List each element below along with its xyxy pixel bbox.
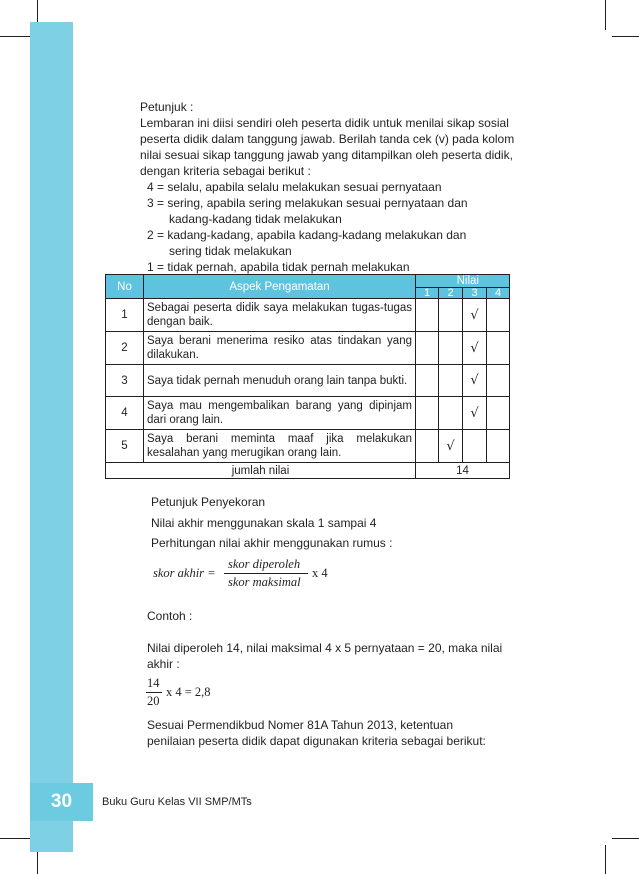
example-result: x 4 = 2,8 <box>166 685 211 699</box>
score-cell-4 <box>487 430 510 463</box>
score-cell-3 <box>463 430 487 463</box>
score-cell-2 <box>439 365 463 397</box>
footer-book-title: Buku Guru Kelas VII SMP/MTs <box>102 796 252 808</box>
score-cell-1 <box>416 332 439 365</box>
observation-table <box>105 274 510 479</box>
formula-multiplier: x 4 <box>312 566 328 580</box>
total-value: 14 <box>416 463 510 479</box>
row-number: 5 <box>106 430 144 463</box>
score-cell-4 <box>487 397 510 430</box>
crop-mark <box>605 845 606 874</box>
header-score: Nilai <box>416 275 510 288</box>
row-aspect: Sebagai peserta didik saya melakukan tugas-tugas dengan baik. <box>144 299 416 332</box>
criteria-line: 1 = tidak pernah, apabila tidak pernah melakukan <box>147 260 410 274</box>
page-sidebar <box>30 22 73 852</box>
score-cell-1 <box>416 430 439 463</box>
formula-lhs: skor akhir = <box>153 566 216 580</box>
row-aspect: Saya berani menerima resiko atas tindakan yang dilakukan. <box>144 332 416 365</box>
scoring-title: Petunjuk Penyekoran <box>151 495 266 509</box>
check-mark: √ <box>470 373 479 388</box>
criteria-line: 4 = selalu, apabila selalu melakukan sesuai pernyataan <box>147 180 442 194</box>
score-col-header: 2 <box>439 288 463 299</box>
closing-line: Sesuai Permendikbud Nomer 81A Tahun 2013, ketentuan <box>147 718 453 732</box>
score-col-header: 4 <box>487 288 510 299</box>
table-row <box>106 397 510 430</box>
header-aspect: Aspek Pengamatan <box>144 275 416 299</box>
score-cell-3 <box>463 332 487 365</box>
row-aspect: Saya berani meminta maaf jika melakukan kesalahan yang merugikan orang lain. <box>144 430 416 463</box>
row-number: 2 <box>106 332 144 365</box>
row-number: 1 <box>106 299 144 332</box>
score-cell-1 <box>416 365 439 397</box>
table-row <box>106 299 510 332</box>
score-cell-1 <box>416 397 439 430</box>
score-cell-4 <box>487 365 510 397</box>
row-number: 3 <box>106 365 144 397</box>
table-row <box>106 365 510 397</box>
row-number: 4 <box>106 397 144 430</box>
scoring-line: Perhitungan nilai akhir menggunakan rumus : <box>151 536 393 550</box>
instructions-line: nilai sesuai sikap tanggung jawab yang ditampilkan oleh peserta didik, <box>140 148 513 162</box>
row-aspect: Saya mau mengembalikan barang yang dipinjam dari orang lain. <box>144 397 416 430</box>
criteria-line: kadang-kadang tidak melakukan <box>169 212 342 226</box>
fraction-bar <box>146 692 162 693</box>
criteria-line: 2 = kadang-kadang, apabila kadang-kadang melakukan dan <box>147 228 467 242</box>
score-cell-2 <box>439 430 463 463</box>
closing-line: penilaian peserta didik dapat digunakan kriteria sebagai berikut: <box>147 734 486 748</box>
check-mark: √ <box>446 438 455 454</box>
crop-mark <box>0 36 30 37</box>
table-row <box>106 332 510 365</box>
criteria-line: 3 = sering, apabila sering melakukan sesuai pernyataan dan <box>147 196 468 210</box>
check-mark: √ <box>470 307 479 323</box>
example-title: Contoh : <box>147 609 193 623</box>
score-cell-4 <box>487 299 510 332</box>
criteria-line: sering tidak melakukan <box>169 244 292 258</box>
check-mark: √ <box>470 340 479 356</box>
score-cell-2 <box>439 397 463 430</box>
instructions-line: peserta didik dalam tanggung jawab. Berilah tanda cek (v) pada kolom <box>140 132 515 146</box>
score-col-header: 1 <box>416 288 439 299</box>
crop-mark <box>612 838 639 839</box>
example-line: Nilai diperoleh 14, nilai maksimal 4 x 5 pernyataan = 20, maka nilai <box>147 641 503 655</box>
example-frac-denominator: 20 <box>147 694 160 708</box>
row-aspect: Saya tidak pernah menuduh orang lain tanpa bukti. <box>144 365 416 397</box>
score-cell-3 <box>463 299 487 332</box>
fraction-bar <box>224 573 308 574</box>
total-label: jumlah nilai <box>106 463 416 479</box>
page-number: 30 <box>30 783 93 821</box>
score-cell-2 <box>439 332 463 365</box>
score-cell-2 <box>439 299 463 332</box>
table-row <box>106 430 510 463</box>
instructions-title: Petunjuk : <box>140 100 194 114</box>
score-col-header: 3 <box>463 288 487 299</box>
instructions-line: dengan kriteria sebagai berikut : <box>140 164 311 178</box>
score-cell-4 <box>487 332 510 365</box>
scoring-line: Nilai akhir menggunakan skala 1 sampai 4 <box>151 516 377 530</box>
formula-denominator: skor maksimal <box>228 575 301 589</box>
example-frac-numerator: 14 <box>147 676 160 690</box>
score-cell-1 <box>416 299 439 332</box>
header-no: No <box>106 275 144 299</box>
formula-numerator: skor diperoleh <box>228 557 301 571</box>
score-cell-3 <box>463 397 487 430</box>
score-cell-3 <box>463 365 487 397</box>
check-mark: √ <box>470 405 479 421</box>
crop-mark <box>605 0 606 30</box>
instructions-line: Lembaran ini diisi sendiri oleh peserta didik untuk menilai sikap sosial <box>140 116 509 130</box>
crop-mark <box>0 838 30 839</box>
example-line: akhir : <box>147 657 180 671</box>
crop-mark <box>612 36 639 37</box>
